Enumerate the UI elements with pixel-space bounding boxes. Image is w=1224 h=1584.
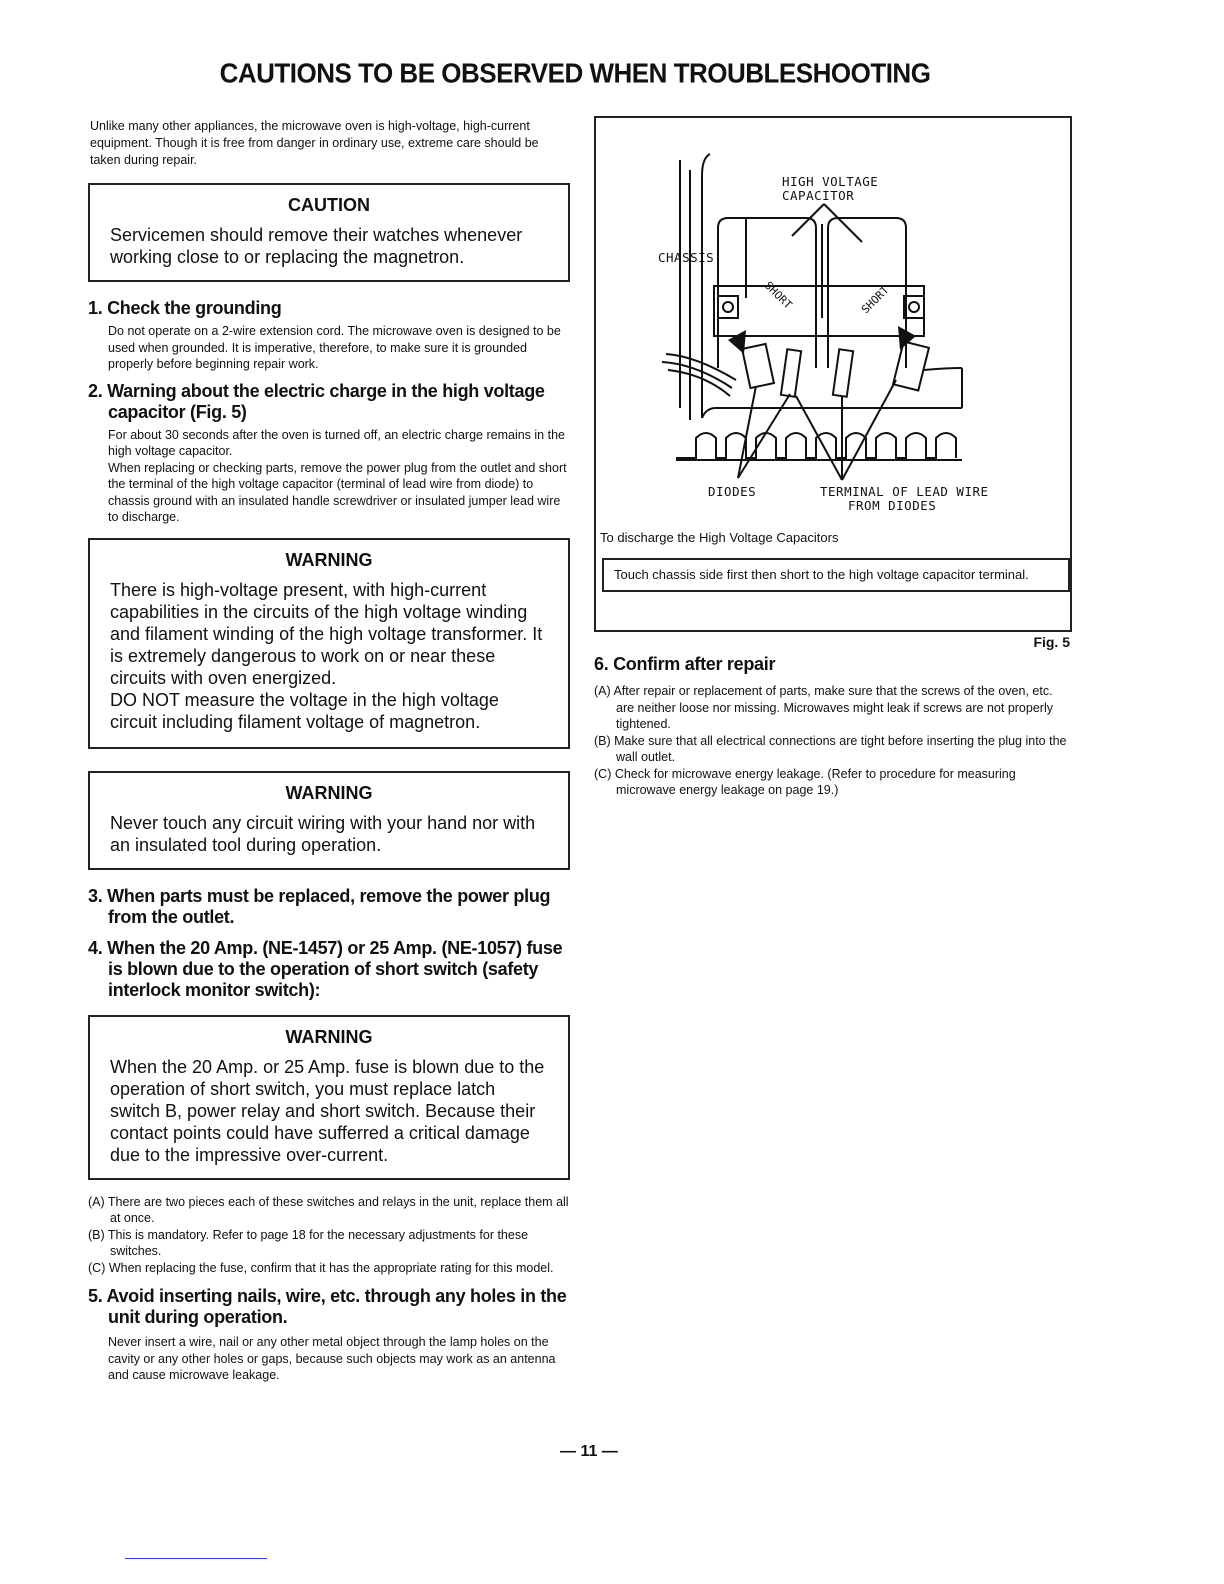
footer-rule — [125, 1558, 267, 1559]
section-4-item-b: (B) This is mandatory. Refer to page 18 for the necessary adjustments for these switches. — [88, 1227, 529, 1258]
section-3-heading: 3. When parts must be replaced, remove the power plug from the outlet. — [88, 885, 551, 927]
section-4 — [88, 938, 570, 1001]
caution-text: Servicemen should remove their watches whenever working close to or replacing the magnetron. — [110, 225, 523, 267]
section-4-item-a: (A) There are two pieces each of these switches and relays in the unit, replace them all at once. — [88, 1194, 569, 1225]
warning-box-2 — [88, 771, 570, 870]
section-2-body-1: For about 30 seconds after the oven is turned off, an electric charge remains in the high voltage capacitor. — [108, 427, 565, 458]
section-3 — [88, 886, 570, 928]
section-2-heading: 2. Warning about the electric charge in the high voltage capacitor (Fig. 5) — [88, 380, 545, 422]
section-5 — [88, 1286, 570, 1384]
section-1-heading: 1. Check the grounding — [88, 298, 282, 318]
caution-box — [88, 183, 570, 282]
label-capacitor: CAPACITOR — [782, 188, 855, 203]
left-column — [88, 118, 570, 1384]
section-2-body-2: When replacing or checking parts, remove the power plug from the outlet and short the terminal of the high voltage capacitor (terminal of lead wire from diode) to chassis ground with an insulated handle screwdriver or insulated jumper lead wire to discharge. — [108, 460, 567, 524]
figure-caption: To discharge the High Voltage Capacitors — [600, 530, 839, 545]
warning-1-text-1: There is high-voltage present, with high-current capabilities in the circuits of the high voltage winding and filament winding of the high voltage transformer. It is extremely dangerous to work on or near these circuits with oven energized. — [110, 579, 543, 688]
warning-2-text: Never touch any circuit wiring with your hand nor with an insulated tool during operation. — [110, 812, 536, 855]
right-column — [594, 116, 1072, 799]
label-high-voltage: HIGH VOLTAGE — [782, 174, 879, 189]
section-4-items — [88, 1194, 570, 1277]
section-5-body: Never insert a wire, nail or any other metal object through the lamp holes on the cavity or any other holes or gaps, because such objects may work as an antenna and cause microwave leakage. — [108, 1335, 556, 1382]
caution-heading: CAUTION — [288, 195, 370, 215]
section-2 — [88, 381, 570, 526]
warning-1-heading: WARNING — [285, 549, 373, 570]
short-label-left: SHORT — [761, 278, 795, 312]
section-4-heading: 4. When the 20 Amp. (NE-1457) or 25 Amp. (NE-1057) fuse is blown due to the operation of short switch (safety interlock monitor switch): — [88, 937, 563, 1000]
figure-label: Fig. 5 — [1033, 634, 1070, 650]
section-5-heading: 5. Avoid inserting nails, wire, etc. through any holes in the unit during operation. — [88, 1286, 567, 1327]
label-terminal-1: TERMINAL OF LEAD WIRE — [820, 484, 989, 499]
short-label-right: SHORT — [858, 283, 892, 317]
section-1-body: Do not operate on a 2-wire extension cord. The microwave oven is designed to be used when grounded. It is imperative, therefore, to make sure it is grounded properly before beginning repair work. — [108, 324, 561, 371]
warning-box-1 — [88, 538, 570, 749]
warning-3-heading: WARNING — [285, 1026, 373, 1047]
label-terminal-2: FROM DIODES — [848, 498, 937, 513]
section-6 — [594, 654, 1072, 799]
section-4-item-c: (C) When replacing the fuse, confirm that it has the appropriate rating for this model. — [88, 1260, 554, 1275]
label-chassis: CHASSIS — [658, 250, 715, 265]
section-6-heading: 6. Confirm after repair — [594, 654, 776, 674]
warning-1-text-2: DO NOT measure the voltage in the high voltage circuit including filament voltage of magnetron. — [110, 689, 499, 732]
section-6-item-b: (B) Make sure that all electrical connections are tight before inserting the plug into the wall outlet. — [594, 733, 1067, 764]
warning-3-text: When the 20 Amp. or 25 Amp. fuse is blown due to the operation of short switch, you must replace latch switch B, power relay and short switch. Because their contact points could have sufferred a critical damage due to the impressive over-current. — [110, 1056, 545, 1165]
page-number: — 11 — — [560, 1443, 618, 1460]
section-6-item-a: (A) After repair or replacement of parts, make sure that the screws of the oven, etc. are neither loose nor missing. Microwaves might leak if screws are not properly tightened. — [594, 684, 1053, 731]
label-diodes: DIODES — [708, 484, 757, 499]
intro-paragraph: Unlike many other appliances, the microwave oven is high-voltage, high-current equipment. Though it is free from danger in ordinary use, extreme care should be taken during repair. — [90, 119, 539, 167]
warning-box-3 — [88, 1015, 570, 1180]
section-1 — [88, 298, 570, 373]
page-title: CAUTIONS TO BE OBSERVED WHEN TROUBLESHOOTING — [219, 57, 931, 89]
section-6-item-c: (C) Check for microwave energy leakage. (Refer to procedure for measuring microwave energy leakage on page 19.) — [594, 766, 1016, 797]
figure-5 — [594, 116, 1072, 632]
warning-2-heading: WARNING — [285, 782, 373, 803]
figure-note: Touch chassis side first then short to the high voltage capacitor terminal. — [602, 558, 1070, 592]
